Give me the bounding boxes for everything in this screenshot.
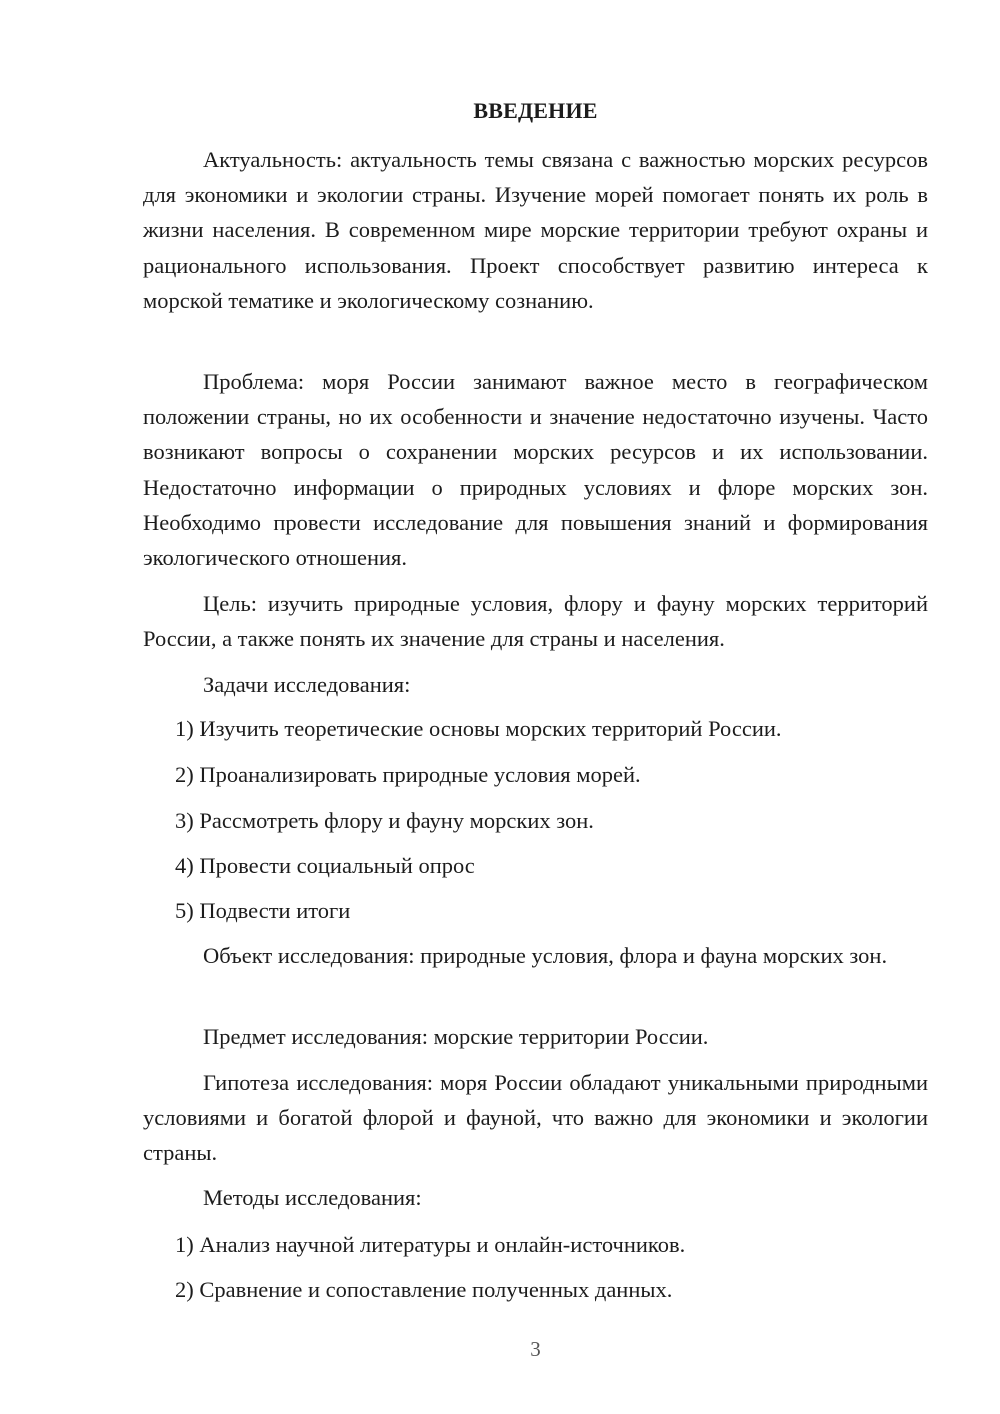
- relevance-paragraph: Актуальность: актуальность темы связана с важностью морских ресурсов для экономики и экологии страны. Изучение морей помогает понять их роль в жизни населения. В современном мире морские территории требуют охраны и рационального использования. Проект способствует развитию интереса к морской тематике и экологическому сознанию.: [143, 147, 928, 313]
- task-item: 2) Проанализировать природные условия морей.: [175, 762, 641, 787]
- section-title: ВВЕДЕНИЕ: [473, 98, 598, 123]
- hypothesis-paragraph: Гипотеза исследования: моря России обладают уникальными природными условиями и богатой флорой и фауной, что важно для экономики и экологии страны.: [143, 1070, 928, 1166]
- object-paragraph: Объект исследования: природные условия, флора и фауна морских зон.: [203, 943, 888, 968]
- task-item: 1) Изучить теоретические основы морских территорий России.: [175, 716, 782, 741]
- goal-paragraph: Цель: изучить природные условия, флору и фауну морских территорий России, а также понять их значение для страны и населения.: [143, 591, 928, 652]
- tasks-heading: Задачи исследования:: [203, 672, 411, 697]
- method-item: 1) Анализ научной литературы и онлайн-источников.: [175, 1232, 686, 1257]
- task-item: 5) Подвести итоги: [175, 898, 351, 923]
- subject-paragraph: Предмет исследования: морские территории России.: [203, 1024, 709, 1049]
- page-number: 3: [530, 1337, 541, 1361]
- task-item: 4) Провести социальный опрос: [175, 853, 475, 878]
- methods-heading: Методы исследования:: [203, 1185, 422, 1210]
- task-item: 3) Рассмотреть флору и фауну морских зон.: [175, 808, 594, 833]
- method-item: 2) Сравнение и сопоставление полученных данных.: [175, 1277, 673, 1302]
- problem-paragraph: Проблема: моря России занимают важное место в географическом положении страны, но их особенности и значение недостаточно изучены. Часто возникают вопросы о сохранении морских ресурсов и их использовании. Недостаточно информации о природных условиях и флоре морских зон. Необходимо провести исследование для повышения знаний и формирования экологического отношения.: [143, 369, 928, 571]
